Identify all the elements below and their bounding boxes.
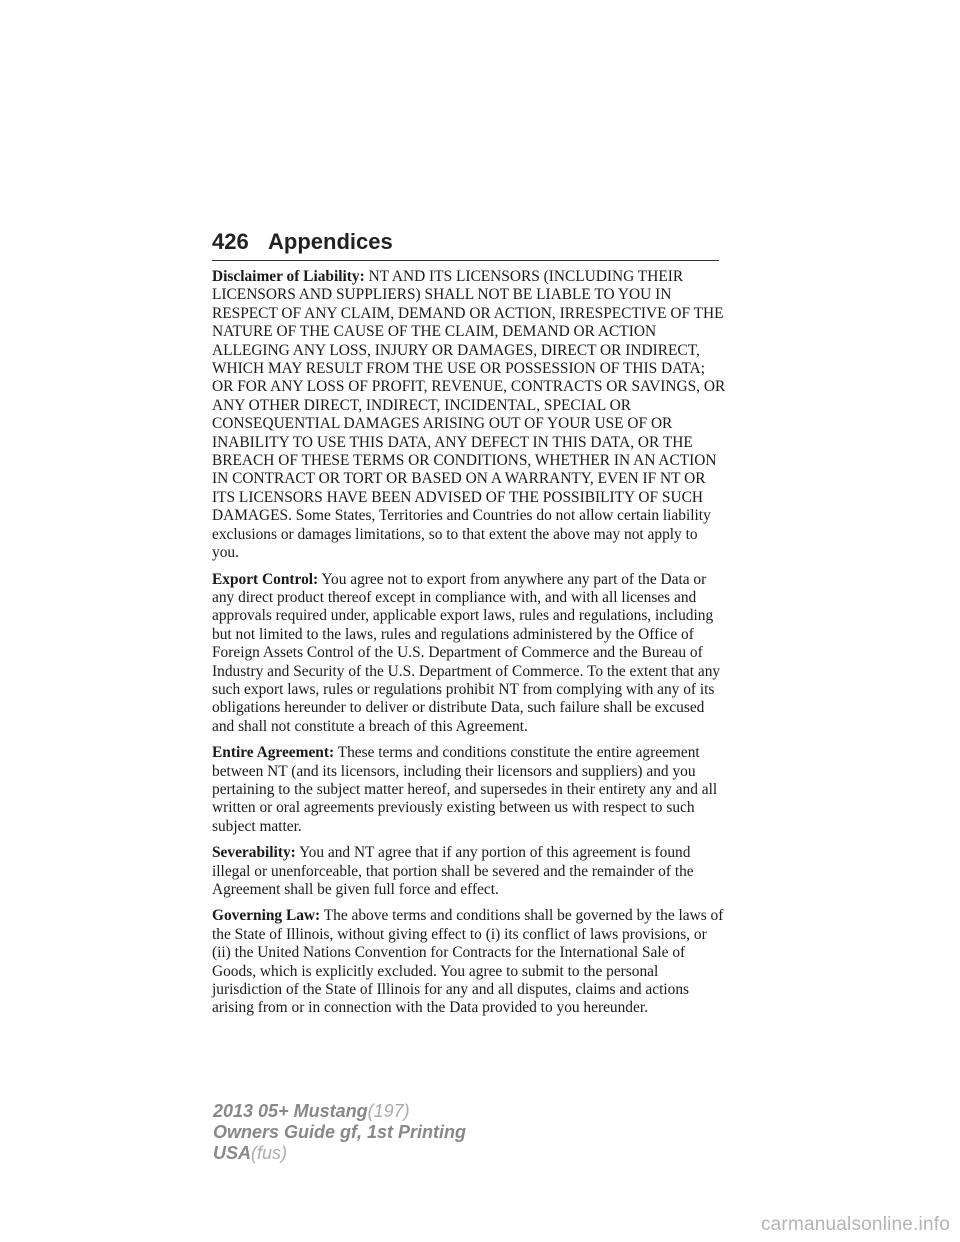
footer-region-code: (fus)	[251, 1143, 288, 1163]
paragraph-governing-law	[212, 907, 727, 1017]
footer-guide: Owners Guide gf, 1st Printing	[213, 1122, 467, 1142]
paragraph-entire-agreement	[212, 744, 727, 836]
paragraph-heading: Export Control:	[212, 570, 319, 588]
paragraph-disclaimer	[212, 268, 727, 563]
paragraph-heading: Severability:	[212, 844, 296, 862]
footer-region: USA	[213, 1143, 252, 1163]
paragraph-export-control	[212, 571, 727, 737]
document-body	[212, 268, 727, 1026]
watermark: carmanualsonline.info	[760, 1214, 950, 1235]
paragraph-text: These terms and conditions constitute the entire agreement between NT (and its licensors, including their licensors and suppliers) and you pertaining to the subject matter hereof, and supersedes in their entirety any and all written or oral agreements previously existing between us with respect to such subject matter.	[212, 744, 718, 835]
paragraph-text: You agree not to export from anywhere any part of the Data or any direct product thereof except in compliance with, and with all licenses and approvals required under, applicable export laws, rules and regulations, including but not limited to the laws, rules and regulations administered by the Office of Foreign Assets Control of the U.S. Department of Commerce and the Bureau of Industry and Security of the U.S. Department of Commerce. To the extent that any such export laws, rules or regulations prohibit NT from complying with any of its obligations hereunder to deliver or distribute Data, such failure shall be excused and shall not constitute a breach of this Agreement.	[212, 570, 721, 735]
print-footer	[213, 1101, 466, 1164]
paragraph-text: You and NT agree that if any portion of this agreement is found illegal or unenforceable, that portion shall be severed and the remainder of the Agreement shall be given full force and effect.	[212, 844, 694, 898]
section-title: Appendices	[268, 229, 393, 254]
paragraph-heading: Entire Agreement:	[212, 744, 335, 762]
paragraph-text: The above terms and conditions shall be governed by the laws of the State of Illinois, without giving effect to (i) its conflict of laws provisions, or (ii) the United Nations Convention for Contracts for the International Sale of Goods, which is explicitly excluded. You agree to submit to the personal jurisdiction of the State of Illinois for any and all disputes, claims and actions arising from or in connection with the Data provided to you hereunder.	[212, 907, 724, 1017]
footer-line-model	[213, 1101, 466, 1122]
footer-model-code: (197)	[367, 1101, 410, 1121]
page-number: 426	[212, 229, 249, 254]
paragraph-heading: Disclaimer of Liability:	[212, 268, 365, 285]
footer-model: 2013 05+ Mustang	[213, 1101, 368, 1121]
footer-line-region	[213, 1143, 466, 1164]
paragraph-heading: Governing Law:	[212, 907, 321, 925]
footer-line-guide	[213, 1122, 466, 1143]
page-header	[212, 229, 719, 261]
paragraph-text: NT AND ITS LICENSORS (INCLUDING THEIR LICENSORS AND SUPPLIERS) SHALL NOT BE LIABLE TO YOU IN RESPECT OF ANY CLAIM, DEMAND OR ACTION, IRRESPECTIVE OF THE NATURE OF THE CAUSE OF THE CLAIM, DEMAND OR ACTION ALLEGING ANY LOSS, INJURY OR DAMAGES, DIRECT OR INDIRECT, WHICH MAY RESULT FROM THE USE OR POSSESSION OF THIS DATA; OR FOR ANY LOSS OF PROFIT, REVENUE, CONTRACTS OR SAVINGS, OR ANY OTHER DIRECT, INDIRECT, INCIDENTAL, SPECIAL OR CONSEQUENTIAL DAMAGES ARISING OUT OF YOUR USE OF OR INABILITY TO USE THIS DATA, ANY DEFECT IN THIS DATA, OR THE BREACH OF THESE TERMS OR CONDITIONS, WHETHER IN AN ACTION IN CONTRACT OR TORT OR BASED ON A WARRANTY, EVEN IF NT OR ITS LICENSORS HAVE BEEN ADVISED OF THE POSSIBILITY OF SUCH DAMAGES. Some States, Territories and Countries do not allow certain liability exclusions or damages limitations, so to that extent the above may not apply to you.	[212, 268, 726, 562]
paragraph-severability	[212, 844, 727, 899]
